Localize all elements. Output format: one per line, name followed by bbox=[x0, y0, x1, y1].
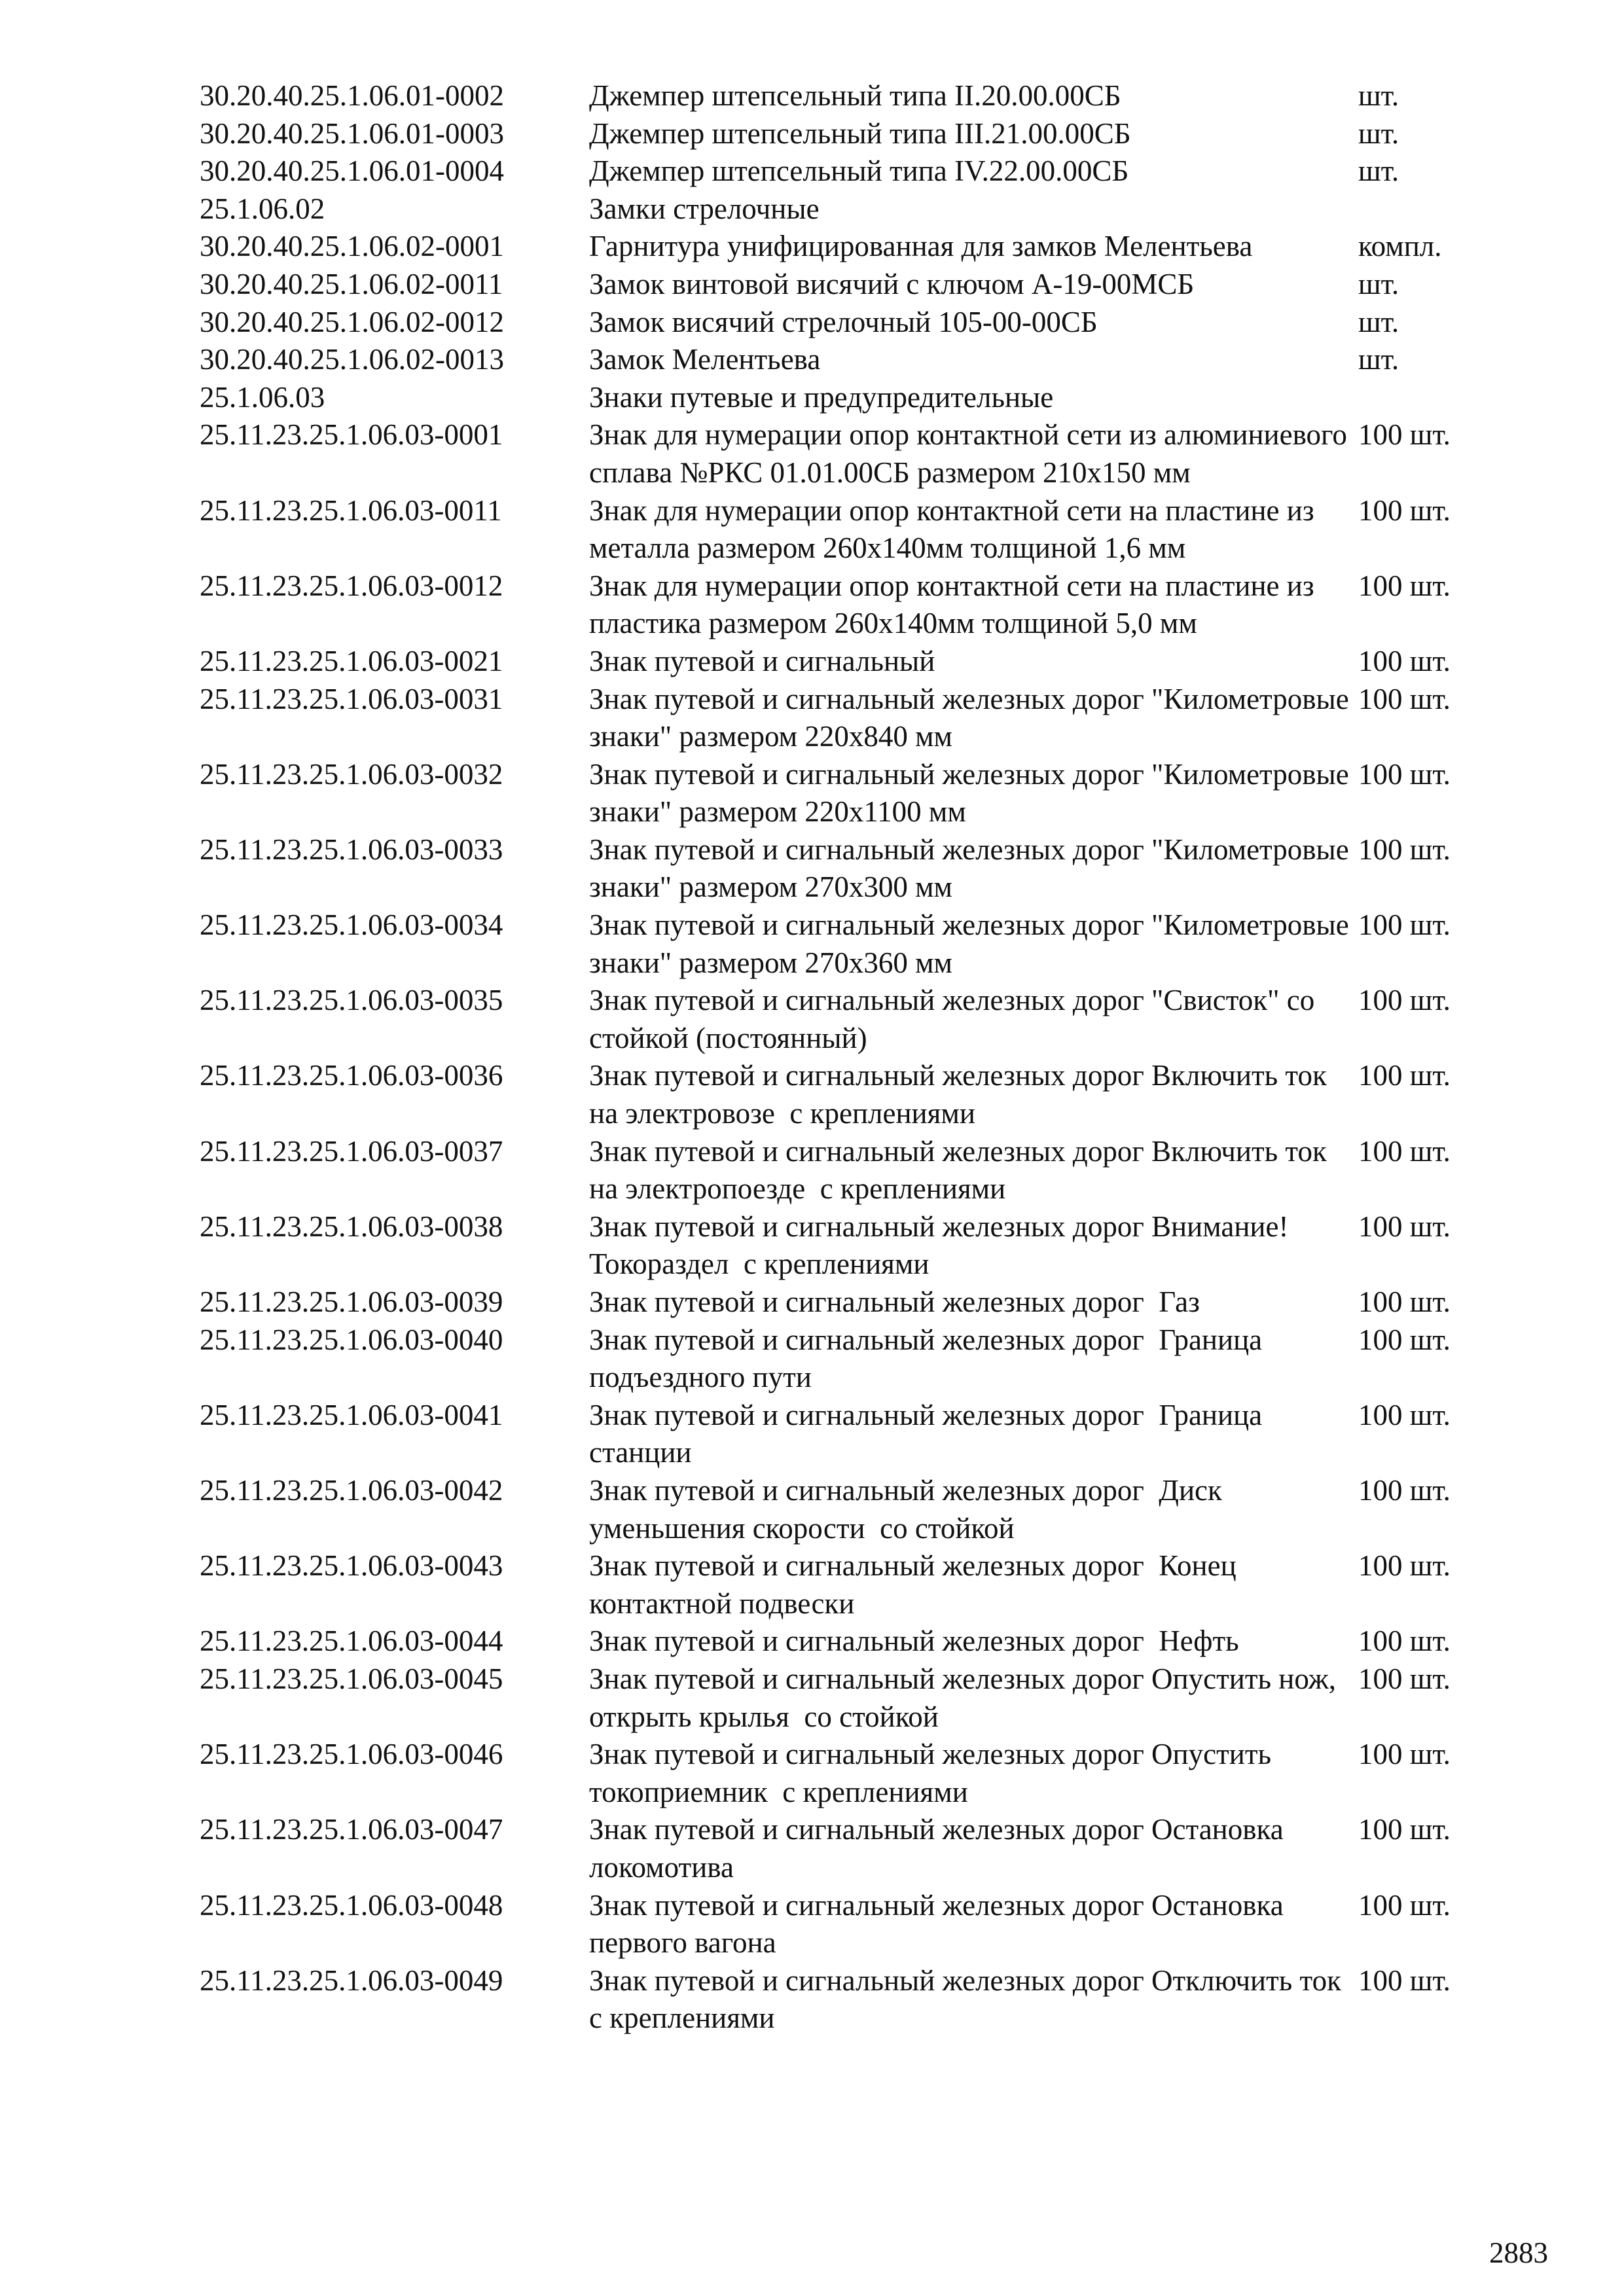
item-name: Замок Мелентьева bbox=[589, 343, 821, 376]
item-code: 25.11.23.25.1.06.03-0021 bbox=[200, 644, 503, 677]
item-name: Знак для нумерации опор контактной сети из алюминиевого сплава №РКС 01.01.00СБ размером 210х150 мм bbox=[589, 418, 1355, 489]
item-name: Гарнитура унифицированная для замков Мелентьева bbox=[589, 230, 1253, 263]
item-name: Знак путевой и сигнальный железных дорог Опустить токоприемник с креплениями bbox=[589, 1738, 1279, 1808]
list-item bbox=[200, 681, 1522, 756]
item-name: Джемпер штепсельный типа III.21.00.00СБ bbox=[589, 117, 1131, 150]
list-item bbox=[200, 190, 1522, 228]
item-code: 25.11.23.25.1.06.03-0035 bbox=[200, 984, 503, 1017]
item-name: Знак путевой и сигнальный железных дорог Граница станции bbox=[589, 1398, 1270, 1469]
item-name: Знак для нумерации опор контактной сети на пластине из пластика размером 260х140мм толщиной 5,0 мм bbox=[589, 569, 1322, 640]
list-item bbox=[200, 1887, 1522, 1962]
item-code: 25.11.23.25.1.06.03-0045 bbox=[200, 1662, 503, 1695]
item-unit: 100 шт. bbox=[1358, 644, 1451, 677]
list-item bbox=[200, 304, 1522, 342]
item-code: 25.11.23.25.1.06.03-0046 bbox=[200, 1738, 503, 1771]
item-code: 30.20.40.25.1.06.02-0012 bbox=[200, 305, 504, 338]
item-name: Джемпер штепсельный типа II.20.00.00СБ bbox=[589, 79, 1121, 112]
item-code: 30.20.40.25.1.06.01-0002 bbox=[200, 79, 504, 112]
item-code: 25.11.23.25.1.06.03-0034 bbox=[200, 908, 503, 942]
item-name: Замок висячий стрелочный 105-00-00СБ bbox=[589, 305, 1098, 338]
item-code: 30.20.40.25.1.06.01-0004 bbox=[200, 154, 504, 188]
item-name: Знак путевой и сигнальный железных дорог "Километровые знаки" размером 270х300 мм bbox=[589, 833, 1356, 904]
item-name: Джемпер штепсельный типа IV.22.00.00СБ bbox=[589, 154, 1129, 188]
item-code: 25.11.23.25.1.06.03-0012 bbox=[200, 569, 503, 602]
item-code: 30.20.40.25.1.06.01-0003 bbox=[200, 117, 504, 150]
item-name: Замки стрелочные bbox=[589, 192, 820, 225]
item-name: Знак путевой и сигнальный железных дорог Остановка первого вагона bbox=[589, 1888, 1291, 1960]
item-code: 25.11.23.25.1.06.03-0038 bbox=[200, 1210, 503, 1243]
item-name: Знак путевой и сигнальный железных дорог Включить ток на электропоезде с креплениями bbox=[589, 1134, 1335, 1206]
item-code: 25.1.06.02 bbox=[200, 192, 325, 225]
list-item bbox=[200, 982, 1522, 1057]
item-name: Знак путевой и сигнальный железных дорог Внимание! Токораздел с креплениями bbox=[589, 1210, 1296, 1281]
list-item bbox=[200, 1321, 1522, 1397]
list-item bbox=[200, 643, 1522, 681]
item-name: Знак путевой и сигнальный железных дорог Диск уменьшения скорости со стойкой bbox=[589, 1473, 1230, 1545]
item-name: Знаки путевые и предупредительные bbox=[589, 380, 1054, 414]
list-item bbox=[200, 379, 1522, 417]
list-item bbox=[200, 77, 1522, 115]
item-name: Знак путевой и сигнальный железных дорог Отключить ток с креплениями bbox=[589, 1964, 1356, 2035]
list-item bbox=[200, 492, 1522, 567]
item-unit: 100 шт. bbox=[1358, 1210, 1451, 1243]
item-unit: шт. bbox=[1358, 343, 1399, 376]
item-name: Замок винтовой висячий с ключом А-19-00МСБ bbox=[589, 267, 1195, 300]
item-unit: 100 шт. bbox=[1358, 1473, 1451, 1507]
item-code: 25.11.23.25.1.06.03-0043 bbox=[200, 1549, 503, 1583]
item-name: Знак путевой и сигнальный железных дорог "Свисток" со стойкой (постоянный) bbox=[589, 984, 1322, 1054]
item-unit: 100 шт. bbox=[1358, 1888, 1451, 1922]
item-unit: 100 шт. bbox=[1358, 418, 1451, 452]
list-item bbox=[200, 1811, 1522, 1886]
list-item bbox=[200, 1472, 1522, 1547]
item-unit: 100 шт. bbox=[1358, 908, 1451, 942]
list-item bbox=[200, 567, 1522, 643]
item-code: 30.20.40.25.1.06.02-0013 bbox=[200, 343, 504, 376]
list-item bbox=[200, 228, 1522, 266]
item-unit: компл. bbox=[1358, 230, 1442, 263]
item-unit: шт. bbox=[1358, 267, 1399, 300]
list-item bbox=[200, 756, 1522, 831]
list-item bbox=[200, 1736, 1522, 1811]
item-code: 25.1.06.03 bbox=[200, 380, 325, 414]
item-unit: шт. bbox=[1358, 117, 1399, 150]
item-unit: 100 шт. bbox=[1358, 1549, 1451, 1583]
item-unit: шт. bbox=[1358, 154, 1399, 188]
item-unit: 100 шт. bbox=[1358, 984, 1451, 1017]
item-name: Знак путевой и сигнальный железных дорог Включить ток на электровозе с креплениями bbox=[589, 1059, 1335, 1130]
item-unit: 100 шт. bbox=[1358, 1398, 1451, 1431]
list-item bbox=[200, 1057, 1522, 1132]
list-item bbox=[200, 416, 1522, 492]
item-unit: 100 шт. bbox=[1358, 493, 1451, 527]
item-name: Знак путевой и сигнальный железных дорог "Километровые знаки" размером 270х360 мм bbox=[589, 908, 1356, 979]
list-item bbox=[200, 266, 1522, 304]
item-unit: 100 шт. bbox=[1358, 569, 1451, 602]
item-code: 25.11.23.25.1.06.03-0033 bbox=[200, 833, 503, 866]
item-name: Знак путевой и сигнальный железных дорог Газ bbox=[589, 1285, 1200, 1318]
item-code: 25.11.23.25.1.06.03-0001 bbox=[200, 418, 503, 452]
item-unit: 100 шт. bbox=[1358, 1813, 1451, 1846]
item-code: 25.11.23.25.1.06.03-0047 bbox=[200, 1813, 503, 1846]
list-item bbox=[200, 1283, 1522, 1321]
list-item bbox=[200, 1208, 1522, 1283]
list-item bbox=[200, 1397, 1522, 1472]
item-unit: 100 шт. bbox=[1358, 1323, 1451, 1356]
page-number: 2883 bbox=[1489, 2236, 1548, 2269]
item-code: 25.11.23.25.1.06.03-0011 bbox=[200, 493, 502, 527]
price-list bbox=[200, 77, 1522, 2037]
item-code: 25.11.23.25.1.06.03-0044 bbox=[200, 1624, 503, 1658]
item-name: Знак для нумерации опор контактной сети на пластине из металла размером 260х140мм толщиной 1,6 мм bbox=[589, 493, 1322, 565]
list-item bbox=[200, 115, 1522, 153]
item-name: Знак путевой и сигнальный железных дорог Граница подъездного пути bbox=[589, 1323, 1270, 1394]
item-name: Знак путевой и сигнальный железных дорог "Километровые знаки" размером 220х840 мм bbox=[589, 682, 1356, 753]
item-name: Знак путевой и сигнальный железных дорог "Километровые знаки" размером 220х1100 мм bbox=[589, 757, 1356, 829]
item-unit: 100 шт. bbox=[1358, 1059, 1451, 1092]
item-name: Знак путевой и сигнальный железных дорог Конец контактной подвески bbox=[589, 1549, 1244, 1620]
item-code: 30.20.40.25.1.06.02-0011 bbox=[200, 267, 503, 300]
item-unit: шт. bbox=[1358, 79, 1399, 112]
item-code: 25.11.23.25.1.06.03-0039 bbox=[200, 1285, 503, 1318]
item-code: 25.11.23.25.1.06.03-0032 bbox=[200, 757, 503, 791]
item-code: 25.11.23.25.1.06.03-0041 bbox=[200, 1398, 503, 1431]
item-unit: 100 шт. bbox=[1358, 1624, 1451, 1658]
list-item bbox=[200, 1623, 1522, 1660]
item-code: 30.20.40.25.1.06.02-0001 bbox=[200, 230, 504, 263]
list-item bbox=[200, 906, 1522, 982]
item-unit: 100 шт. bbox=[1358, 1662, 1451, 1695]
item-unit: 100 шт. bbox=[1358, 1285, 1451, 1318]
item-unit: шт. bbox=[1358, 305, 1399, 338]
item-unit: 100 шт. bbox=[1358, 682, 1451, 715]
item-unit: 100 шт. bbox=[1358, 833, 1451, 866]
item-name: Знак путевой и сигнальный bbox=[589, 644, 935, 677]
item-name: Знак путевой и сигнальный железных дорог Нефть bbox=[589, 1624, 1239, 1658]
list-item bbox=[200, 1962, 1522, 2037]
item-unit: 100 шт. bbox=[1358, 1738, 1451, 1771]
item-unit: 100 шт. bbox=[1358, 1964, 1451, 1997]
list-item bbox=[200, 341, 1522, 379]
item-code: 25.11.23.25.1.06.03-0049 bbox=[200, 1964, 503, 1997]
item-unit: 100 шт. bbox=[1358, 1134, 1451, 1168]
item-name: Знак путевой и сигнальный железных дорог Остановка локомотива bbox=[589, 1813, 1291, 1884]
item-code: 25.11.23.25.1.06.03-0040 bbox=[200, 1323, 503, 1356]
item-code: 25.11.23.25.1.06.03-0031 bbox=[200, 682, 503, 715]
item-code: 25.11.23.25.1.06.03-0036 bbox=[200, 1059, 503, 1092]
item-code: 25.11.23.25.1.06.03-0042 bbox=[200, 1473, 503, 1507]
item-code: 25.11.23.25.1.06.03-0037 bbox=[200, 1134, 503, 1168]
list-item bbox=[200, 152, 1522, 190]
list-item bbox=[200, 1660, 1522, 1736]
list-item bbox=[200, 831, 1522, 906]
item-code: 25.11.23.25.1.06.03-0048 bbox=[200, 1888, 503, 1922]
item-name: Знак путевой и сигнальный железных дорог Опустить нож, открыть крылья со стойкой bbox=[589, 1662, 1344, 1733]
list-item bbox=[200, 1547, 1522, 1623]
list-item bbox=[200, 1133, 1522, 1208]
item-unit: 100 шт. bbox=[1358, 757, 1451, 791]
